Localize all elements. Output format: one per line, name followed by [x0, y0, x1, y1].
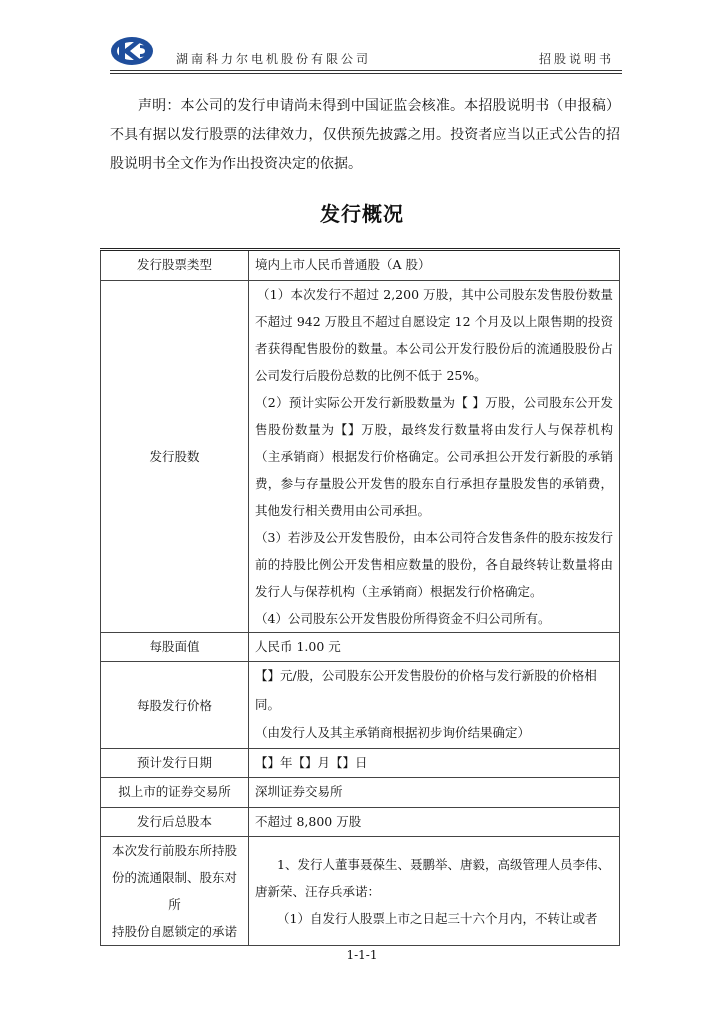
- row-value: [249, 280, 620, 632]
- header-rule-top: [110, 70, 622, 71]
- shares-paragraph: （2）预计实际公开发行新股数量为【 】万股，公司股东公开发售股份数量为【】万股，最终发行数量将由发行人与保荐机构（主承销商）根据发行价格确定。公司承担公开发行新股的承销费，参与存量股公开发售的股东自行承担存量股发售的承销费，其他发行相关费用由公司承担。: [255, 394, 613, 518]
- lockup-text: 唐新荣、汪存兵承诺：: [255, 883, 381, 899]
- page-number: 1-1-1: [346, 948, 378, 962]
- row-value: 人民币 1.00 元: [249, 632, 620, 662]
- lockup-label-line: 持股份自愿锁定的承诺: [111, 924, 237, 939]
- table-row: [101, 778, 620, 808]
- header-document-title: 招股说明书: [538, 52, 614, 66]
- shares-paragraph: （3）若涉及公开发售股份，由本公司符合发售条件的股东按发行前的持股比例公开发售相应数量的股份，各自最终转让数量将由发行人与保荐机构（主承销商）根据发行价格确定。: [255, 529, 613, 599]
- table-row: [101, 662, 620, 749]
- row-label: 拟上市的证券交易所: [101, 778, 249, 808]
- row-label: 发行股票类型: [101, 250, 249, 281]
- row-value: 境内上市人民币普通股（A 股）: [249, 250, 620, 281]
- row-value: 【】年【】月【】日: [249, 748, 620, 778]
- section-title: 发行概况: [320, 202, 404, 226]
- table-row: [101, 748, 620, 778]
- row-label: [101, 837, 249, 946]
- lockup-text: 1、发行人董事聂葆生、聂鹏举、唐毅，高级管理人员李伟、: [277, 856, 610, 872]
- row-label: 预计发行日期: [101, 748, 249, 778]
- disclaimer-text: 声明：本公司的发行申请尚未得到中国证监会核准。本招股说明书（申报稿）不具有据以发行股票的法律效力，仅供预先披露之用。投资者应当以正式公告的招股说明书全文作为作出投资决定的依据。: [110, 98, 620, 172]
- row-label: 发行股数: [101, 280, 249, 632]
- offering-overview-table: [100, 248, 620, 946]
- shares-paragraph: （1）本次发行不超过 2,200 万股，其中公司股东发售股份数量不超过 942 万股且不超过自愿设定 12 个月及以上限售期的投资者获得配售股份的数量。本公司公开发行股份后的流通股股份占公司发行后股份总数的比例不低于 25%。: [255, 286, 613, 383]
- table-row: [101, 837, 620, 946]
- row-label: 每股发行价格: [101, 662, 249, 749]
- lockup-text: （1）自发行人股票上市之日起三十六个月内，不转让或者: [277, 910, 598, 926]
- header-company-name: 湖南科力尔电机股份有限公司: [176, 52, 372, 66]
- row-value: 不超过 8,800 万股: [249, 807, 620, 837]
- shares-paragraph: （4）公司股东公开发售股份所得资金不归公司所有。: [255, 610, 551, 626]
- page-header: [110, 36, 622, 70]
- kc-logo-icon: [110, 36, 154, 66]
- row-value: [249, 662, 620, 749]
- row-value: 深圳证券交易所: [249, 778, 620, 808]
- row-value: [249, 837, 620, 946]
- lockup-label-line: 份的流通限制、股东对所: [111, 870, 237, 912]
- lockup-label-line: 本次发行前股东所持股: [111, 843, 237, 858]
- table-row: [101, 280, 620, 632]
- table-row: [101, 632, 620, 662]
- row-label: 每股面值: [101, 632, 249, 662]
- row-label: 发行后总股本: [101, 807, 249, 837]
- table-row: [101, 807, 620, 837]
- header-rule-bottom: [110, 73, 622, 74]
- price-line: 【】元/股，公司股东公开发售股份的价格与发行新股的价格相同。: [255, 668, 597, 712]
- table-row: [101, 250, 620, 281]
- disclaimer-notice: [110, 92, 620, 179]
- price-note: （由发行人及其主承销商根据初步询价结果确定）: [255, 725, 531, 740]
